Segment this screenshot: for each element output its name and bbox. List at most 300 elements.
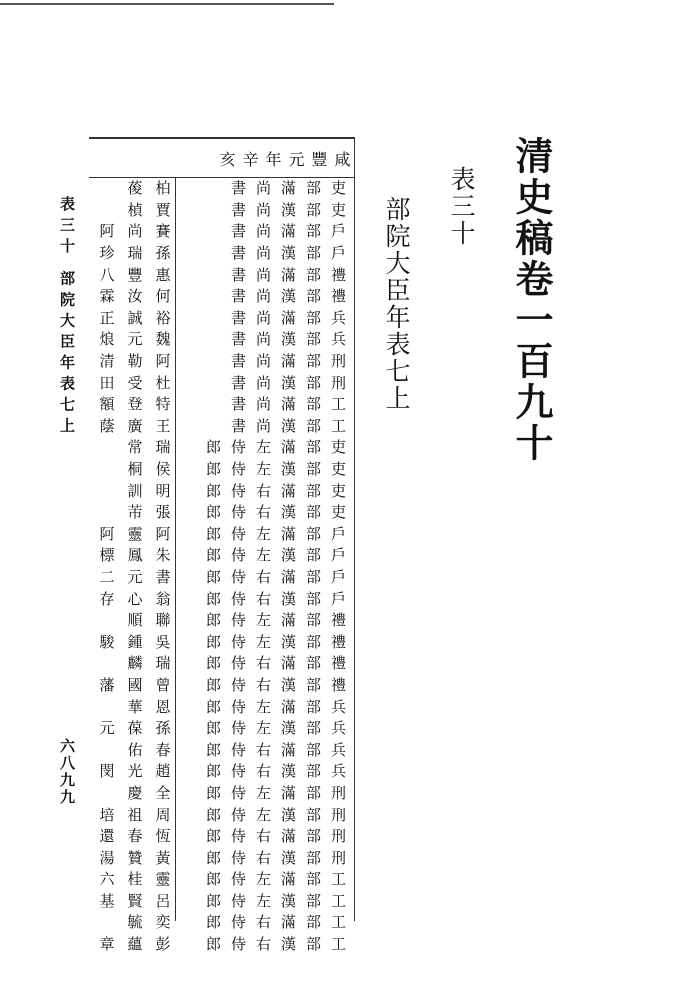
name-char: 汝: [127, 287, 143, 306]
name-cell: [92, 652, 177, 674]
name-char: 霖: [99, 287, 115, 306]
office-char: 漢: [280, 330, 296, 349]
name-char: 六: [99, 870, 115, 889]
name-cell: [92, 350, 177, 372]
name-char: 侯: [155, 460, 171, 479]
office-char: 書: [230, 244, 246, 263]
name-char: 麟: [127, 654, 143, 673]
office-cell: [201, 911, 351, 933]
name-char: 元: [127, 567, 143, 586]
officials-table: [89, 137, 355, 954]
office-char: 部: [305, 438, 321, 457]
office-cell: [201, 501, 351, 523]
office-char: 尚: [255, 287, 271, 306]
name-char: 葆: [127, 719, 143, 738]
header-char: 元: [288, 149, 305, 169]
table-row: [89, 523, 354, 545]
office-char: 尚: [255, 330, 271, 349]
office-char: 部: [305, 913, 321, 932]
table-row: [89, 911, 354, 933]
name-cell: [92, 479, 177, 501]
name-char: 彭: [155, 935, 171, 954]
office-char: 郎: [205, 546, 221, 565]
office-char: 刑: [330, 848, 346, 867]
office-char: 侍: [230, 935, 246, 954]
name-char: 常: [127, 438, 143, 457]
office-char: 侍: [230, 740, 246, 759]
office-char: 左: [255, 611, 271, 630]
header-year: [216, 139, 354, 177]
office-char: 部: [305, 481, 321, 500]
name-cell: [92, 544, 177, 566]
office-char: 右: [255, 675, 271, 694]
office-char: 郎: [205, 848, 221, 867]
table-row: [89, 609, 354, 631]
office-char: 滿: [280, 179, 296, 198]
table-header: [89, 139, 354, 178]
name-char: 靈: [127, 524, 143, 543]
name-char: 存: [99, 589, 115, 608]
name-char: 湯: [99, 848, 115, 867]
name-char: 柏: [155, 179, 171, 198]
office-char: 尚: [255, 244, 271, 263]
table-row: [89, 825, 354, 847]
office-char: 戶: [330, 567, 346, 586]
name-char: 王: [155, 416, 171, 435]
office-char: 滿: [280, 697, 296, 716]
name-char: 翁: [155, 589, 171, 608]
office-char: 禮: [330, 265, 346, 284]
office-char: 戶: [330, 222, 346, 241]
office-char: 右: [255, 762, 271, 781]
office-char: 郎: [205, 524, 221, 543]
office-char: 部: [305, 460, 321, 479]
office-char: 左: [255, 438, 271, 457]
table-row: [89, 479, 354, 501]
name-cell: [92, 782, 177, 804]
office-char: 漢: [280, 287, 296, 306]
table-row: [89, 436, 354, 458]
office-char: 刑: [330, 783, 346, 802]
name-char: 元: [99, 719, 115, 738]
office-char: 部: [305, 179, 321, 198]
office-char: 左: [255, 719, 271, 738]
name-cell: [92, 717, 177, 739]
table-row: [89, 328, 354, 350]
office-char: 書: [230, 179, 246, 198]
name-cell: [92, 566, 177, 588]
table-row: [89, 566, 354, 588]
office-char: 部: [305, 373, 321, 392]
table-row: [89, 371, 354, 393]
table-row: [89, 307, 354, 329]
name-char: 聯: [155, 611, 171, 630]
office-char: 郎: [205, 719, 221, 738]
table-row: [89, 695, 354, 717]
office-char: 刑: [330, 373, 346, 392]
office-char: 右: [255, 935, 271, 954]
office-char: 漢: [280, 373, 296, 392]
name-char: 黃: [155, 848, 171, 867]
name-char: 正: [99, 308, 115, 327]
office-char: 侍: [230, 697, 246, 716]
table-row: [89, 263, 354, 285]
office-char: 漢: [280, 244, 296, 263]
table-rows: [89, 177, 354, 954]
name-cell: [92, 307, 177, 329]
name-cell: [92, 674, 177, 696]
header-char: 亥: [219, 149, 236, 169]
name-cell: [92, 630, 177, 652]
office-char: 右: [255, 567, 271, 586]
office-char: 郎: [205, 654, 221, 673]
name-char: 培: [99, 805, 115, 824]
office-cell: [201, 587, 351, 609]
office-char: 禮: [330, 632, 346, 651]
name-cell: [92, 825, 177, 847]
office-char: 郎: [205, 783, 221, 802]
office-char: 書: [230, 222, 246, 241]
name-char: 賢: [127, 891, 143, 910]
table-row: [89, 630, 354, 652]
table-row: [89, 177, 354, 199]
office-char: 滿: [280, 265, 296, 284]
office-char: 部: [305, 654, 321, 673]
office-char: 滿: [280, 870, 296, 889]
office-char: 刑: [330, 805, 346, 824]
office-char: 書: [230, 200, 246, 219]
office-char: 部: [305, 675, 321, 694]
office-char: 吏: [330, 503, 346, 522]
office-char: 滿: [280, 654, 296, 673]
office-char: 侍: [230, 848, 246, 867]
office-cell: [201, 868, 351, 890]
name-char: 周: [155, 805, 171, 824]
office-char: 侍: [230, 567, 246, 586]
name-char: 烺: [99, 330, 115, 349]
name-char: 桐: [127, 460, 143, 479]
name-cell: [92, 458, 177, 480]
name-char: 杜: [155, 373, 171, 392]
office-char: 漢: [280, 935, 296, 954]
office-char: 侍: [230, 719, 246, 738]
office-char: 書: [230, 308, 246, 327]
office-char: 戶: [330, 244, 346, 263]
name-char: 豐: [127, 265, 143, 284]
table-row: [89, 803, 354, 825]
name-char: 光: [127, 762, 143, 781]
name-char: 蘊: [127, 935, 143, 954]
office-char: 工: [330, 416, 346, 435]
name-char: 葰: [127, 179, 143, 198]
office-char: 郎: [205, 611, 221, 630]
name-cell: [92, 501, 177, 523]
name-char: 受: [127, 373, 143, 392]
office-char: 尚: [255, 179, 271, 198]
office-cell: [201, 436, 351, 458]
name-char: 瑞: [127, 244, 143, 263]
office-char: 兵: [330, 308, 346, 327]
table-label: 表三十: [447, 166, 476, 247]
office-char: 部: [305, 740, 321, 759]
office-char: 書: [230, 395, 246, 414]
name-cell: [92, 436, 177, 458]
name-char: 恆: [155, 827, 171, 846]
office-cell: [201, 479, 351, 501]
name-char: 誠: [127, 308, 143, 327]
office-char: 侍: [230, 524, 246, 543]
office-char: 漢: [280, 416, 296, 435]
office-char: 侍: [230, 632, 246, 651]
office-cell: [201, 760, 351, 782]
office-cell: [201, 674, 351, 696]
office-char: 部: [305, 265, 321, 284]
name-char: 朱: [155, 546, 171, 565]
office-char: 滿: [280, 913, 296, 932]
office-char: 侍: [230, 805, 246, 824]
name-char: 國: [127, 675, 143, 694]
office-char: 工: [330, 935, 346, 954]
table-row: [89, 717, 354, 739]
office-char: 漢: [280, 200, 296, 219]
name-char: 張: [155, 503, 171, 522]
office-char: 部: [305, 935, 321, 954]
office-char: 尚: [255, 416, 271, 435]
name-char: 全: [155, 783, 171, 802]
office-char: 吏: [330, 200, 346, 219]
office-char: 尚: [255, 308, 271, 327]
name-cell: [92, 890, 177, 912]
name-char: 清: [99, 352, 115, 371]
office-char: 滿: [280, 827, 296, 846]
office-char: 滿: [280, 567, 296, 586]
office-char: 部: [305, 848, 321, 867]
office-char: 左: [255, 870, 271, 889]
name-char: 慶: [127, 783, 143, 802]
office-char: 部: [305, 287, 321, 306]
name-char: 還: [99, 827, 115, 846]
office-char: 滿: [280, 481, 296, 500]
office-char: 工: [330, 395, 346, 414]
name-char: 奕: [155, 913, 171, 932]
name-cell: [92, 911, 177, 933]
name-cell: [92, 371, 177, 393]
name-char: 瑞: [155, 438, 171, 457]
office-char: 書: [230, 265, 246, 284]
office-cell: [226, 371, 351, 393]
office-char: 郎: [205, 891, 221, 910]
office-char: 滿: [280, 611, 296, 630]
office-cell: [201, 717, 351, 739]
office-cell: [226, 328, 351, 350]
office-char: 郎: [205, 740, 221, 759]
office-char: 吏: [330, 179, 346, 198]
name-cell: [92, 199, 177, 221]
table-row: [89, 350, 354, 372]
name-cell: [92, 220, 177, 242]
office-char: 滿: [280, 352, 296, 371]
office-char: 滿: [280, 222, 296, 241]
name-char: 登: [127, 395, 143, 414]
office-char: 侍: [230, 783, 246, 802]
table-row: [89, 458, 354, 480]
page-number: 六八九九: [58, 738, 76, 806]
office-char: 右: [255, 503, 271, 522]
office-char: 左: [255, 524, 271, 543]
name-char: 恩: [155, 697, 171, 716]
office-char: 漢: [280, 546, 296, 565]
name-cell: [92, 587, 177, 609]
header-char: 咸: [334, 149, 351, 169]
office-char: 書: [230, 330, 246, 349]
name-char: 駿: [99, 632, 115, 651]
office-char: 滿: [280, 308, 296, 327]
office-char: 部: [305, 891, 321, 910]
office-char: 兵: [330, 740, 346, 759]
office-char: 郎: [205, 935, 221, 954]
office-cell: [226, 263, 351, 285]
name-char: 二: [99, 567, 115, 586]
table-row: [89, 393, 354, 415]
office-cell: [226, 415, 351, 437]
office-char: 右: [255, 913, 271, 932]
office-char: 侍: [230, 870, 246, 889]
name-cell: [92, 415, 177, 437]
name-char: 心: [127, 589, 143, 608]
table-row: [89, 738, 354, 760]
name-char: 阿: [155, 524, 171, 543]
office-char: 部: [305, 632, 321, 651]
name-cell: [92, 738, 177, 760]
office-char: 吏: [330, 438, 346, 457]
office-char: 右: [255, 481, 271, 500]
office-cell: [201, 738, 351, 760]
name-cell: [92, 263, 177, 285]
name-char: 阿: [155, 352, 171, 371]
office-char: 兵: [330, 719, 346, 738]
office-char: 書: [230, 352, 246, 371]
office-char: 滿: [280, 438, 296, 457]
name-cell: [92, 177, 177, 199]
office-char: 部: [305, 719, 321, 738]
name-char: 趙: [155, 762, 171, 781]
office-char: 左: [255, 891, 271, 910]
office-char: 部: [305, 200, 321, 219]
office-char: 郎: [205, 632, 221, 651]
name-char: 桂: [127, 870, 143, 889]
office-char: 郎: [205, 805, 221, 824]
name-char: 基: [99, 891, 115, 910]
office-char: 部: [305, 352, 321, 371]
office-char: 侍: [230, 438, 246, 457]
name-char: 曾: [155, 675, 171, 694]
office-char: 漢: [280, 891, 296, 910]
office-cell: [201, 544, 351, 566]
office-char: 漢: [280, 675, 296, 694]
office-cell: [226, 350, 351, 372]
office-char: 右: [255, 827, 271, 846]
name-char: 珍: [99, 244, 115, 263]
office-char: 吏: [330, 460, 346, 479]
office-char: 部: [305, 762, 321, 781]
office-char: 部: [305, 783, 321, 802]
office-char: 部: [305, 308, 321, 327]
name-char: 阿: [99, 222, 115, 241]
name-cell: [92, 846, 177, 868]
table-row: [89, 199, 354, 221]
table-row: [89, 242, 354, 264]
office-cell: [226, 285, 351, 307]
table-name: 部院大臣年表七上: [382, 196, 411, 412]
name-char: 額: [99, 395, 115, 414]
name-char: 賽: [155, 222, 171, 241]
office-char: 部: [305, 416, 321, 435]
office-char: 書: [230, 373, 246, 392]
table-row: [89, 933, 354, 955]
office-char: 郎: [205, 675, 221, 694]
name-cell: [92, 242, 177, 264]
table-row: [89, 415, 354, 437]
office-char: 禮: [330, 287, 346, 306]
office-char: 郎: [205, 827, 221, 846]
office-char: 漢: [280, 589, 296, 608]
office-char: 侍: [230, 589, 246, 608]
office-char: 漢: [280, 719, 296, 738]
table-row: [89, 868, 354, 890]
name-cell: [92, 285, 177, 307]
office-cell: [201, 458, 351, 480]
office-char: 侍: [230, 481, 246, 500]
table-row: [89, 846, 354, 868]
office-char: 左: [255, 697, 271, 716]
office-char: 滿: [280, 395, 296, 414]
header-char: 辛: [242, 149, 259, 169]
margin-label: 表三十 部院大臣年表七上: [58, 196, 76, 439]
name-char: 鳳: [127, 546, 143, 565]
name-char: 何: [155, 287, 171, 306]
office-char: 侍: [230, 891, 246, 910]
name-char: 魏: [155, 330, 171, 349]
name-char: 明: [155, 481, 171, 500]
name-char: 尚: [127, 222, 143, 241]
office-char: 右: [255, 589, 271, 608]
office-char: 部: [305, 222, 321, 241]
table-row: [89, 587, 354, 609]
name-char: 吳: [155, 632, 171, 651]
table-row: [89, 782, 354, 804]
table-row: [89, 285, 354, 307]
name-cell: [92, 695, 177, 717]
office-cell: [201, 846, 351, 868]
name-char: 楨: [127, 200, 143, 219]
table-row: [89, 501, 354, 523]
name-cell: [92, 523, 177, 545]
office-char: 郎: [205, 589, 221, 608]
office-char: 尚: [255, 395, 271, 414]
table-row: [89, 674, 354, 696]
office-char: 禮: [330, 611, 346, 630]
office-char: 滿: [280, 524, 296, 543]
name-cell: [92, 868, 177, 890]
office-char: 左: [255, 783, 271, 802]
name-char: 勒: [127, 352, 143, 371]
office-char: 侍: [230, 827, 246, 846]
office-char: 右: [255, 654, 271, 673]
office-cell: [226, 242, 351, 264]
office-char: 禮: [330, 675, 346, 694]
office-char: 兵: [330, 330, 346, 349]
office-cell: [201, 523, 351, 545]
